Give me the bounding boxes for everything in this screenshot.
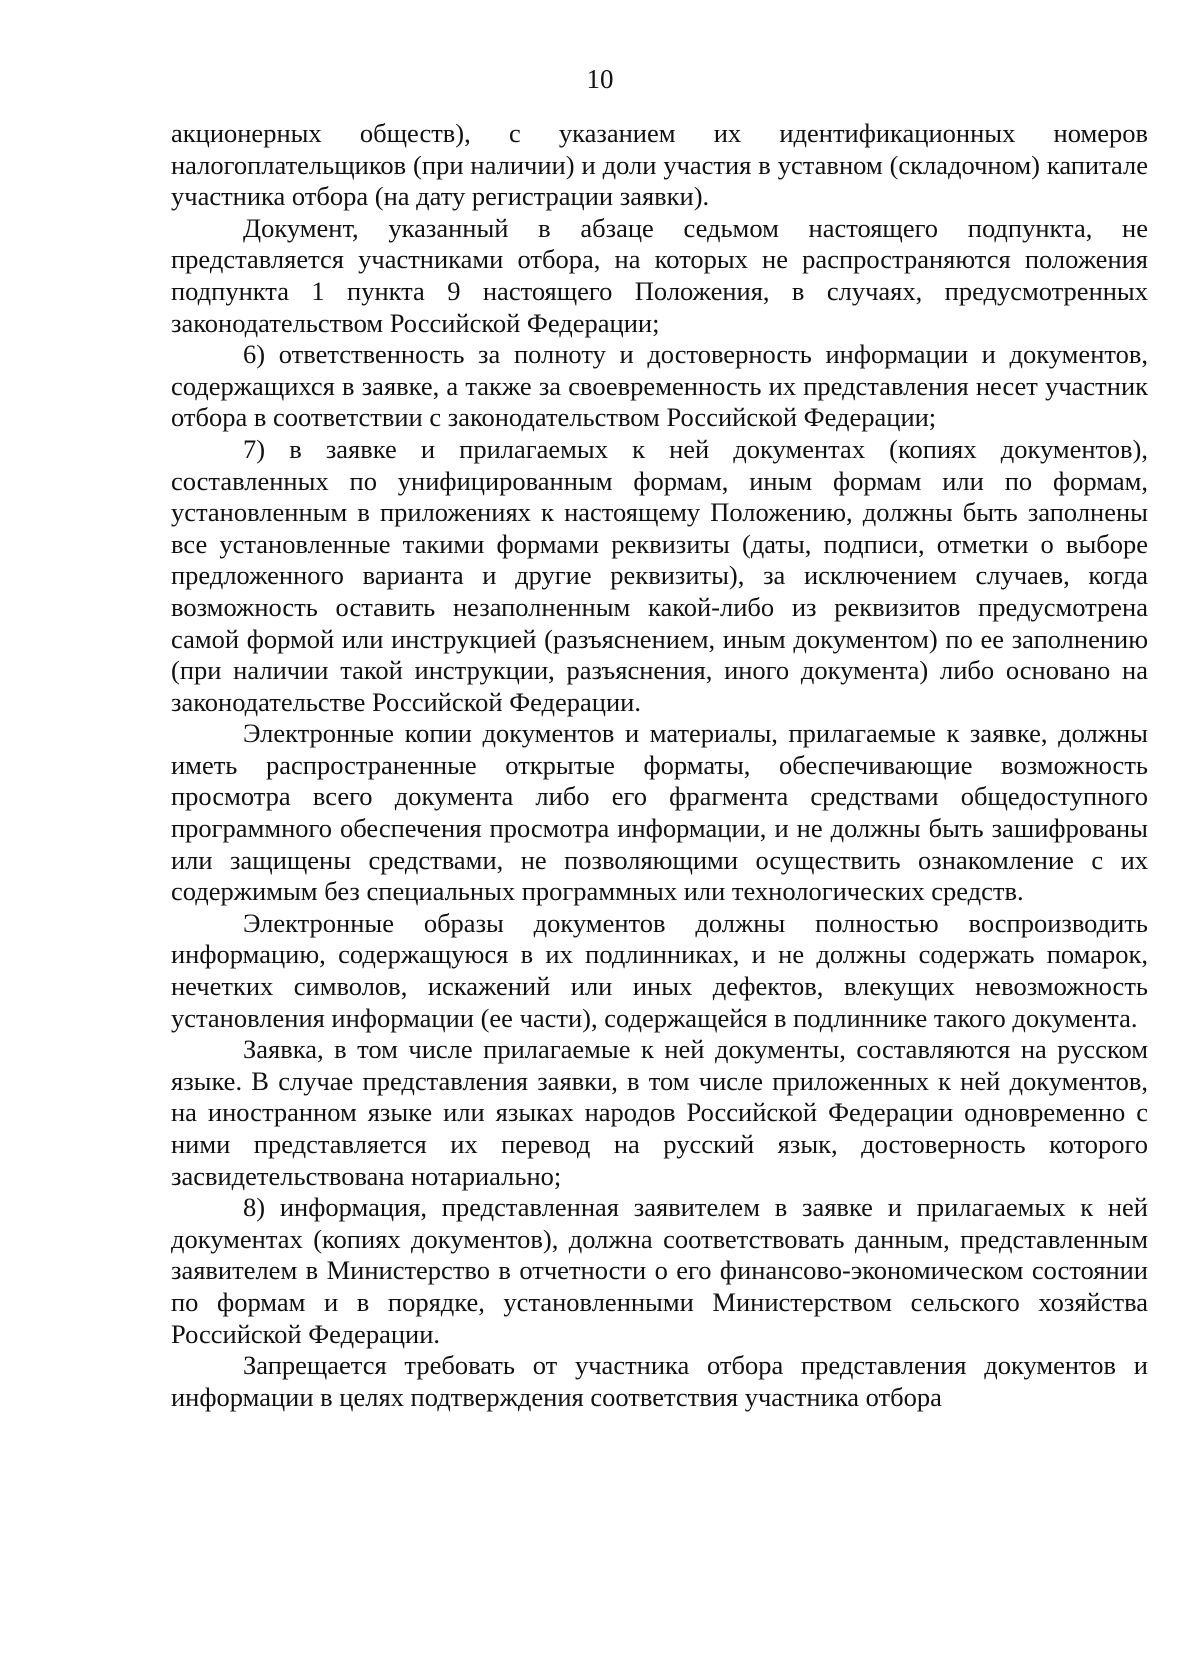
paragraph-item-7: 7) в заявке и прилагаемых к ней документах (копиях документов), составленных по унифицированным формам, иным формам или по формам, установленным в приложениях к настоящему Положению, должны быть заполнены все установленные такими формами реквизиты (даты, подписи, отметки о выборе предложенного варианта и другие реквизиты), за исключением случаев, когда возможность оставить незаполненным какой-либо из реквизитов предусмотрена самой формой или инструкцией (разъяснением, иным документом) по ее заполнению (при наличии такой инструкции, разъяснения, иного документа) либо основано на законодательстве Российской Федерации. xyxy=(171,433,1148,717)
paragraph-electronic-images: Электронные образы документов должны полностью воспроизводить информацию, содержащуюся в их подлинниках, и не должны содержать помарок, нечетких символов, искажений или иных дефектов, влекущих невозможность установления информации (ее части), содержащейся в подлиннике такого документа. xyxy=(171,907,1148,1033)
paragraph-electronic-copies: Электронные копии документов и материалы, прилагаемые к заявке, должны иметь распространенные открытые форматы, обеспечивающие возможность просмотра всего документа либо его фрагмента средствами общедоступного программного обеспечения просмотра информации, и не должны быть зашифрованы или защищены средствами, не позволяющими осуществить ознакомление с их содержимым без специальных программных или технологических средств. xyxy=(171,718,1148,907)
paragraph-document-exemption: Документ, указанный в абзаце седьмом настоящего подпункта, не представляется участниками отбора, на которых не распространяются положения подпункта 1 пункта 9 настоящего Положения, в случаях, предусмотренных законодательством Российской Федерации; xyxy=(171,212,1148,338)
document-body xyxy=(171,118,1148,1413)
paragraph-continuation: акционерных обществ), с указанием их идентификационных номеров налогоплательщиков (при наличии) и доли участия в уставном (складочном) капитале участника отбора (на дату регистрации заявки). xyxy=(171,118,1148,212)
paragraph-item-8: 8) информация, представленная заявителем в заявке и прилагаемых к ней документах (копиях документов), должна соответствовать данным, представленным заявителем в Министерство в отчетности о его финансово-экономическом состоянии по формам и в порядке, установленными Министерством сельского хозяйства Российской Федерации. xyxy=(171,1192,1148,1349)
page-number: 10 xyxy=(586,64,614,94)
paragraph-item-6: 6) ответственность за полноту и достоверность информации и документов, содержащихся в заявке, а также за своевременность их представления несет участник отбора в соответствии с законодательством Российской Федерации; xyxy=(171,339,1148,433)
paragraph-language: Заявка, в том числе прилагаемые к ней документы, составляются на русском языке. В случае представления заявки, в том числе приложенных к ней документов, на иностранном языке или языках народов Российской Федерации одновременно с ними представляется их перевод на русский язык, достоверность которого засвидетельствована нотариально; xyxy=(171,1034,1148,1191)
paragraph-prohibition: Запрещается требовать от участника отбора представления документов и информации в целях подтверждения соответствия участника отбора xyxy=(171,1350,1148,1412)
